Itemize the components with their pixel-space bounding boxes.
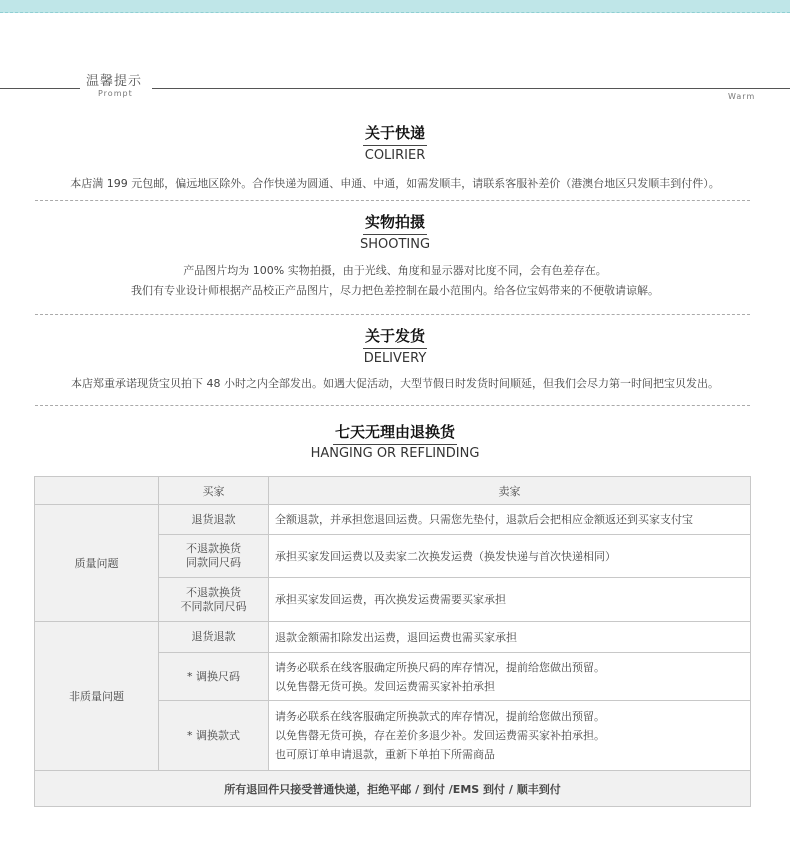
seller-cell: 全额退款，并承担您退回运费。只需您先垫付，退款后会把相应金额返还到买家支付宝 (269, 505, 751, 535)
buyer-cell: * 调换款式 (159, 701, 269, 771)
seller-cell: 请务必联系在线客服确定所换款式的库存情况，提前给您做出预留。 以免售罄无货可换，存在差价多退少补。发回运费需买家补拍承担。 也可原订单申请退款，重新下单拍下所需商品 (269, 701, 751, 771)
table-header-row (35, 477, 751, 505)
section-en-delivery: DELIVERY (363, 351, 427, 366)
section-divider (35, 200, 750, 201)
seller-cell: 退款金额需扣除发出运费，退回运费也需买家承担 (269, 622, 751, 653)
buyer-cell: * 调换尺码 (159, 653, 269, 701)
section-text-courier: 本店满 199 元包邮，偏远地区除外。合作快递为圆通、申通、中通，如需发顺丰，请联系客服补差价（港澳台地区只发顺丰到付件）。 (70, 177, 720, 190)
top-decorative-border (0, 0, 790, 13)
col-header-seller: 卖家 (269, 477, 751, 505)
seller-cell: 请务必联系在线客服确定所换尺码的库存情况，提前给您做出预留。 以免售罄无货可换。发回运费需买家补拍承担 (269, 653, 751, 701)
section-divider (35, 314, 750, 315)
group-nonquality: 非质量问题 (35, 622, 159, 771)
section-title-courier: 关于快递 (0, 122, 790, 146)
buyer-cell: 不退款换货 同款同尺码 (159, 535, 269, 578)
tip-title: 温馨提示 (86, 74, 143, 89)
section-en-shooting: SHOOTING (359, 237, 431, 252)
return-policy-table (34, 476, 751, 807)
warm-label: Warm (728, 92, 756, 101)
buyer-cell: 退货退款 (159, 622, 269, 653)
section-text-delivery: 本店郑重承诺现货宝贝拍下 48 小时之内全部发出。如遇大促活动，大型节假日时发货时间顺延，但我们会尽力第一时间把宝贝发出。 (71, 377, 719, 390)
table-row (35, 505, 751, 535)
section-divider (35, 405, 750, 406)
group-quality: 质量问题 (35, 505, 159, 622)
seller-cell: 承担买家发回运费以及卖家二次换发运费（换发快递与首次快递相同） (269, 535, 751, 578)
seller-cell: 承担买家发回运费，再次换发运费需要买家承担 (269, 578, 751, 622)
buyer-cell: 不退款换货 不同款同尺码 (159, 578, 269, 622)
table-row (35, 622, 751, 653)
col-header-buyer: 买家 (159, 477, 269, 505)
section-title-delivery: 关于发货 (0, 325, 790, 349)
section-text-shooting: 产品图片均为 100% 实物拍摄，由于光线、角度和显示器对比度不同，会有色差存在。 我们有专业设计师根据产品校正产品图片，尽力把色差控制在最小范围内。给各位宝妈带来的不便敬请谅解。 (131, 264, 659, 297)
section-title-shooting: 实物拍摄 (0, 211, 790, 235)
section-title-returns: 七天无理由退换货 (0, 421, 790, 445)
section-en-returns: HANGING OR REFLINDING (310, 446, 480, 461)
table-footer-row (35, 771, 751, 807)
tip-subtitle-en: Prompt (98, 89, 133, 98)
section-en-courier: COLIRIER (364, 148, 426, 163)
shipping-restriction-note: 所有退回件只接受普通快递，拒绝平邮 / 到付 /EMS 到付 / 顺丰到付 (35, 771, 751, 807)
buyer-cell: 退货退款 (159, 505, 269, 535)
